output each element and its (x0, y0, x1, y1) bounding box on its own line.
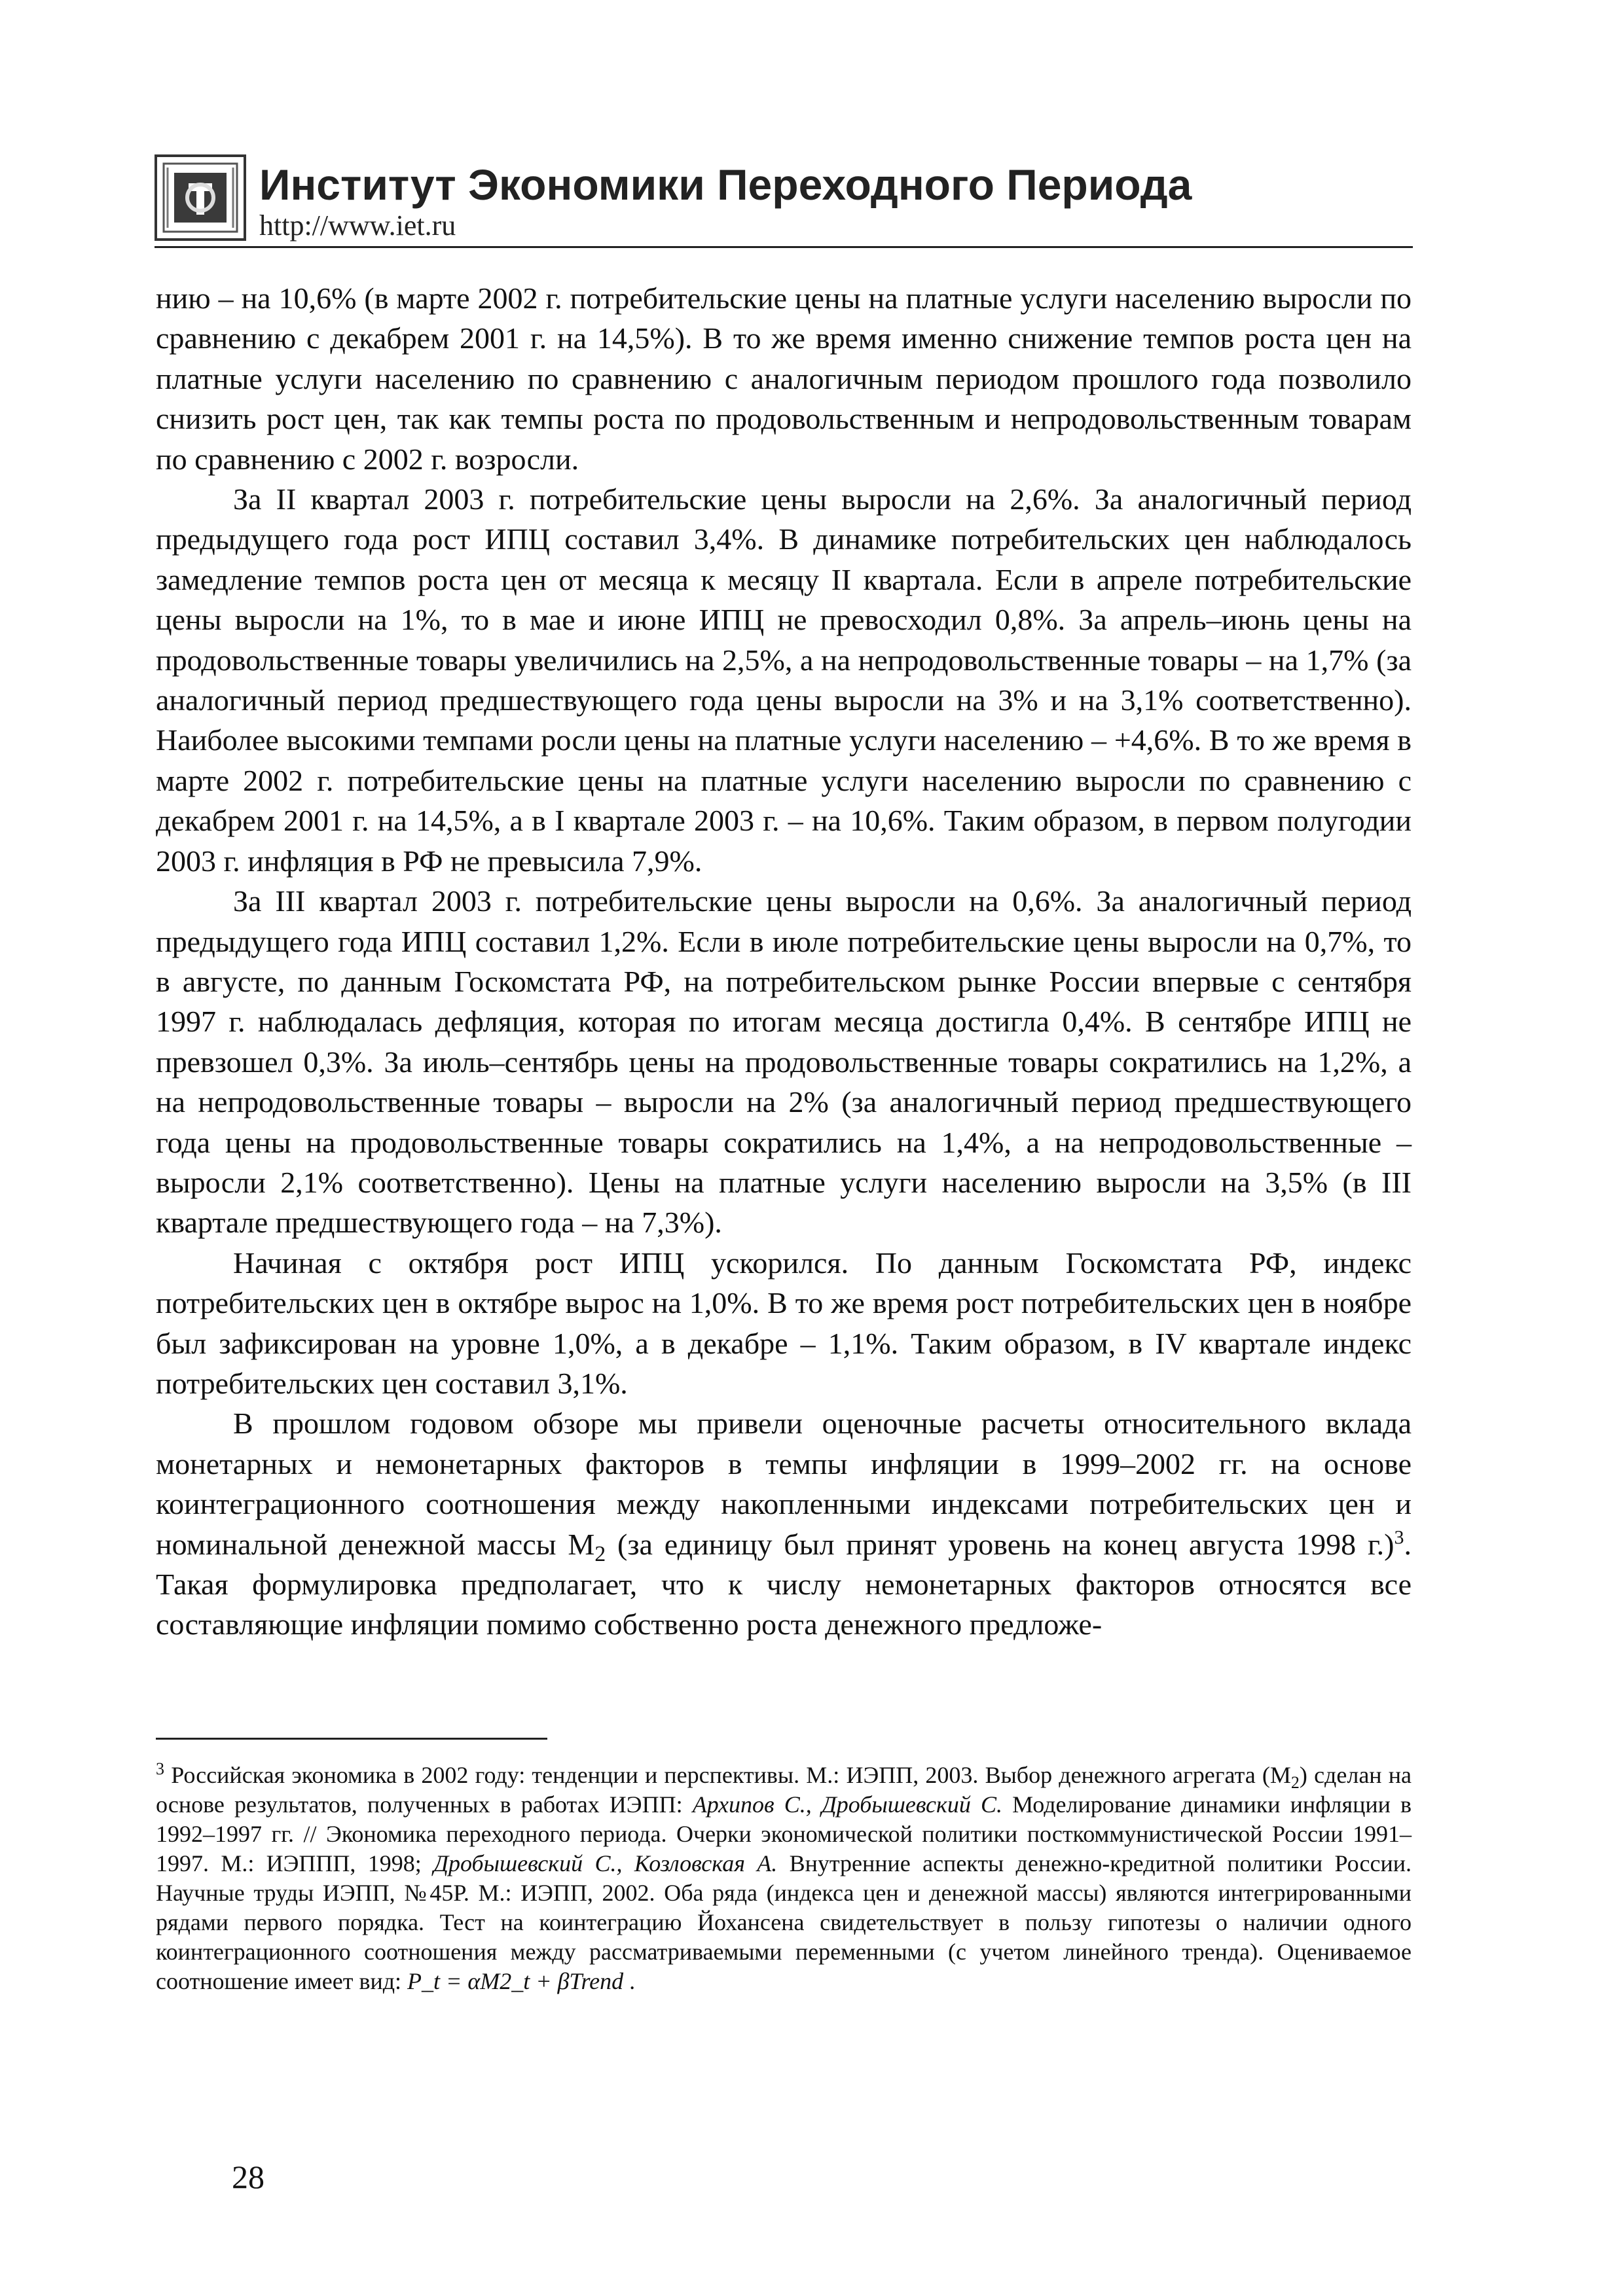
page-header (155, 154, 1413, 248)
paragraph-2: За II квартал 2003 г. потребительские цены выросли на 2,6%. За аналогичный период предыдущего года рост ИПЦ составил 3,4%. В динамике потребительских цен наблюдалось замедление темпов роста цен от месяца к месяцу II квартала. Если в апреле потребительские цены выросли на 1%, то в мае и июне ИПЦ не превосходил 0,8%. За апрель–июнь цены на продовольственные товары увеличились на 2,5%, а на непродовольственные товары – на 1,7% (за аналогичный период предшествующего года цены выросли на 3% и на 3,1% соответственно). Наиболее высокими темпами росли цены на платные услуги населению – +4,6%. В то же время в марте 2002 г. потребительские цены на платные услуги населению выросли по сравнению с декабрем 2001 г. на 14,5%, а в I квартале 2003 г. – на 10,6%. Таким образом, в первом полугодии 2003 г. инфляция в РФ не превысила 7,9%. (156, 482, 1412, 878)
paragraph-5 (156, 1403, 1412, 1644)
regression-formula: P_t = αM2_t + βTrend (407, 1968, 624, 1994)
footnote-divider (156, 1738, 547, 1740)
footnote-author-2: Дробышевский С., Козловская А. (433, 1850, 778, 1876)
page-number: 28 (232, 2159, 264, 2195)
institute-title: Институт Экономики Переходного Периода (259, 160, 1192, 209)
paragraph-1: нию – на 10,6% (в марте 2002 г. потребительские цены на платные услуги населению выросли по сравнению с декабрем 2001 г. на 14,5%). В то же время именно снижение темпов роста цен на платные услуги населению по сравнению с аналогичным периодом прошлого года позволило снизить рост цен, так как темпы роста по продовольственным и непродовольственным товарам по сравнению с 2002 г. возросли. (156, 281, 1412, 476)
m2-subscript: 2 (594, 1541, 606, 1566)
footnote-author-1: Архипов С., Дробышевский С. (692, 1791, 1002, 1818)
paragraph-5-part-c: . Такая формулировка предполагает, что к числу немонетарных факторов относятся все составляющие инфляции помимо собственно роста денежного предложе- (156, 1527, 1412, 1641)
footnote-text: $^3$ Российская экономика в 2002 году: тенденции и перспективы. М.: ИЭПП, 2003. Выбор денежного агрегата $(М_2)$ сделан на основе результатов, полученных в работах ИЭПП: Архипов С., Дробышевский С. Моделирование динамики инфляции в 1992–1997 гг. // Экономика переходного периода. Очерки экономической политики посткоммунистической России 1991–1997. М.: ИЭППП, 1998; Дробышевский С., Козловская А. Внутренние аспекты денежно-кредитной политики России. Научные труды ИЭПП, №45Р. М.: ИЭПП, 2002. Оба ряда (индекса цен и денежной массы) являются интегрированными рядами первого порядка. Тест на коинтеграцию Йохансена свидетельствует в пользу гипотезы о наличии одного коинтеграционного соотношения между рассматриваемыми переменными (с учетом линейного тренда). Оцениваемое соотношение имеет вид: P_t = αM2_t + βTrend . (156, 1759, 1412, 1994)
paragraph-5-part-b: (за единицу был принят уровень на конец августа 1998 г.) (606, 1527, 1395, 1561)
footnote-reference[interactable]: 3 (1394, 1526, 1404, 1549)
footnote-marker: 3 (156, 1759, 164, 1778)
main-text (156, 278, 1412, 1645)
paragraph-5-part-a: В прошлом годовом обзоре мы привели оценочные расчеты относительного вклада монетарных и немонетарных факторов в темпы инфляции в 1999–2002 гг. на основе коинтеграционного соотношения между накопленными индексами потребительских цен и номинальной денежной массы М (156, 1407, 1412, 1561)
paragraph-3: За III квартал 2003 г. потребительские цены выросли на 0,6%. За аналогичный период предыдущего года ИПЦ составил 1,2%. Если в июле потребительские цены выросли на 0,7%, то в августе, по данным Госкомстата РФ, на потребительском рынке России впервые с сентября 1997 г. наблюдалась дефляция, которая по итогам месяца достигла 0,4%. В сентябре ИПЦ не превзошел 0,3%. За июль–сентябрь цены на продовольственные товары сократились на 1,2%, а на непродовольственные товары – выросли на 2% (за аналогичный период предшествующего года цены на продовольственные товары сократились на 1,4%, а на непродовольственные – выросли 2,1% соответственно). Цены на платные услуги населению выросли на 3,5% (в III квартале предшествующего года – на 7,3%). (156, 884, 1412, 1240)
paragraph-4: Начиная с октября рост ИПЦ ускорился. По данным Госкомстата РФ, индекс потребительских цен в октябре вырос на 1,0%. В то же время рост потребительских цен в ноябре был зафиксирован на уровне 1,0%, а в декабре – 1,1%. Таким образом, в IV квартале индекс потребительских цен составил 3,1%. (156, 1246, 1412, 1400)
iet-logo-icon (155, 154, 246, 241)
institute-url[interactable]: http://www.iet.ru (259, 209, 456, 242)
footnote (156, 1761, 1412, 1996)
